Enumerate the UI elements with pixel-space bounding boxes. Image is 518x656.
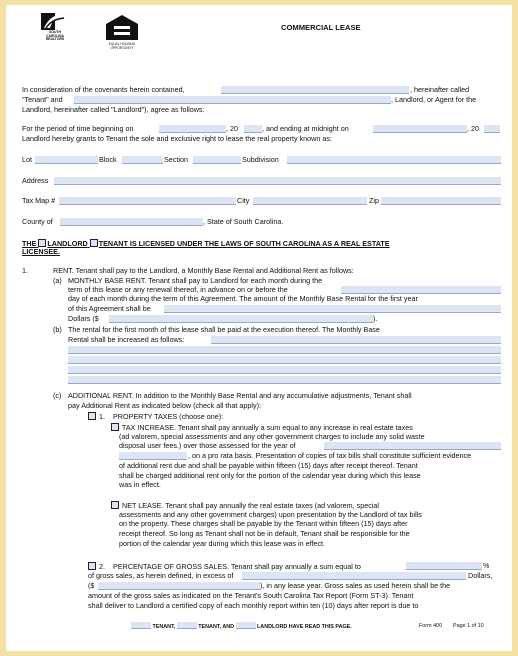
city-label: City <box>237 196 250 205</box>
logo-eho-line: OPPORTUNITY <box>110 45 134 50</box>
end-date-field[interactable] <box>373 125 467 133</box>
block-label: Block <box>99 155 117 164</box>
end-year-field[interactable] <box>484 125 500 133</box>
rent-a-line-2: term of this lease or any renewal thereof, in advance on or before the <box>68 285 288 294</box>
tax-increase-line-4: , on a pro rata basis. Presentation of copies of tax bills shall constitute sufficient evidence <box>188 451 472 460</box>
form-number: Form 400 <box>419 623 443 629</box>
start-year-field[interactable] <box>244 125 262 133</box>
section-field[interactable] <box>193 156 241 164</box>
base-rent-amount-field[interactable] <box>109 315 373 323</box>
footer-tenant-2: TENANT, AND <box>198 624 235 630</box>
taxmap-field[interactable] <box>59 197 236 205</box>
net-lease-line-1 <box>111 501 379 510</box>
period-line-1a: For the period of time beginning on <box>22 124 134 133</box>
section-label: Section <box>164 155 188 164</box>
period-line-1c: , and ending at midnight on <box>262 124 349 133</box>
rent-c-line-2: pay Additional Rent as indicated below (check all that apply): <box>68 401 261 410</box>
address-label: Address <box>22 176 49 185</box>
gross-percent-sign: % <box>483 561 490 570</box>
property-taxes-heading: PROPERTY TAXES (choose one): <box>113 412 224 421</box>
rent-a-line-1: MONTHLY BASE RENT. Tenant shall pay to Landlord for each month during the <box>68 276 323 285</box>
tax-base-year-field[interactable] <box>324 442 501 450</box>
rent-c-label: (c) <box>53 391 62 400</box>
property-taxes-row <box>88 412 223 421</box>
tenant-initials-1-field[interactable] <box>131 622 151 629</box>
intro-line-1a: In consideration of the covenants herein contained, <box>22 85 185 94</box>
rent-b-line-1: The rental for the first month of this lease shall be paid at the execution thereof. The Monthly Base <box>68 325 380 334</box>
property-taxes-checkbox[interactable] <box>88 412 96 420</box>
gross-sales-line-2b: Dollars, <box>468 571 493 580</box>
taxmap-label: Tax Map # <box>22 196 56 205</box>
document-title: COMMERCIAL LEASE <box>281 23 361 32</box>
initials-footer <box>131 622 352 631</box>
equal-housing-logo <box>102 14 142 52</box>
logo-sc-line: CAROLINA <box>46 33 64 38</box>
rent-a-line-5a: Dollars ($ <box>68 314 99 323</box>
start-date-field[interactable] <box>159 125 226 133</box>
gross-threshold-words-field[interactable] <box>242 572 466 580</box>
gross-sales-line-5: shall deliver to Landlord a certified copy of each monthly report within ten (10) days after report is due to <box>88 601 419 610</box>
rent-a-line-4: of this Agreement shall be <box>68 304 151 313</box>
gross-sales-heading: PERCENTAGE OF GROSS SALES. Tenant shall pay annually a sum equal to <box>113 562 361 571</box>
gross-sales-line-4: amount of the gross sales as indicated on the Tenant's South Carolina Tax Report (Form ST-3). Tenant <box>88 591 414 600</box>
landlord-name-field[interactable] <box>74 96 391 104</box>
net-lease-line-2: assessments and any other government charges) upon presentation by the Landlord of tax bills <box>119 510 422 519</box>
logo-eho-line: EQUAL HOUSING <box>108 42 136 46</box>
lot-label: Lot <box>22 155 32 164</box>
sc-realtors-logo <box>40 11 70 51</box>
zip-field[interactable] <box>381 197 501 205</box>
rent-b-label: (b) <box>53 325 62 334</box>
rent-c-line-1: ADDITIONAL RENT. In addition to the Monthly Base Rental and any accumulative adjustments, Tenant shall <box>68 391 412 400</box>
gross-sales-line-3a: ($ <box>88 581 95 590</box>
state-text: , State of South Carolina. <box>203 217 284 226</box>
county-label: County of <box>22 217 53 226</box>
gross-sales-line-2a: of gross sales, as herein defined, in excess of <box>88 571 234 580</box>
net-lease-checkbox[interactable] <box>111 501 119 509</box>
landlord-initials-field[interactable] <box>236 622 256 629</box>
tax-increase-line-7: was in effect. <box>119 480 161 489</box>
tenant-name-field[interactable] <box>221 86 409 94</box>
tax-increase-line-2: (ad valorem, special assessments and any other government charges to include any solid waste <box>119 432 425 441</box>
landlord-licensed-checkbox[interactable] <box>38 239 46 247</box>
zip-label: Zip <box>369 196 379 205</box>
tax-increase-checkbox[interactable] <box>111 423 119 431</box>
rent-increase-field-3[interactable] <box>68 356 501 364</box>
period-line-1b: , 20 <box>226 124 238 133</box>
tax-increase-line-5: of additional rent due and shall be payable within fifteen (15) days after receipt thereof. Tenant <box>119 461 418 470</box>
rent-increase-field-4[interactable] <box>68 366 501 374</box>
net-lease-line-4: receipt thereof. So long as Tenant shall not be in default, Tenant shall be responsible for the <box>119 529 410 538</box>
gross-sales-line-1 <box>88 562 361 571</box>
lease-page <box>6 5 512 651</box>
subdivision-label: Subdivision <box>242 155 279 164</box>
intro-line-2b: , Landlord, or Agent for the <box>391 95 477 104</box>
intro-line-2a: "Tenant" and <box>22 95 63 104</box>
tax-increase-line-6: shall be charged additional rent only for the portion of the calendar year during which this lease <box>119 471 421 480</box>
tax-increase-text: TAX INCREASE. Tenant shall pay annually a sum equal to any increase in real estate taxes <box>121 423 413 432</box>
rent-b-line-2: Rental shall be increased as follows: <box>68 335 185 344</box>
license-landlord: LANDLORD <box>47 239 88 248</box>
property-taxes-number: 1. <box>99 412 105 421</box>
page-number: Page 1 of 10 <box>453 623 484 629</box>
net-lease-text: NET LEASE. Tenant shall pay annually the real estate taxes (ad valorem, special <box>122 501 380 510</box>
city-field[interactable] <box>253 197 367 205</box>
rent-increase-field-2[interactable] <box>68 346 501 354</box>
license-line-2: LICENSEE. <box>22 247 60 256</box>
tenant-licensed-checkbox[interactable] <box>90 239 98 247</box>
tax-increase-line-1 <box>111 423 413 432</box>
net-lease-line-5: portion of the calendar year during which this lease was in effect. <box>119 539 326 548</box>
rent-a-line-5b: ). <box>373 314 378 323</box>
block-field[interactable] <box>122 156 163 164</box>
rent-number: 1. <box>22 266 28 275</box>
period-line-2: Landlord hereby grants to Tenant the sole and exclusive right to lease the real property known as: <box>22 134 332 143</box>
period-line-1d: , 20 <box>467 124 479 133</box>
tax-increase-line-3: disposal user fees.) over those assessed for the year of <box>119 441 296 450</box>
gross-sales-number: 2. <box>99 562 105 571</box>
gross-percent-field[interactable] <box>406 562 482 570</box>
rent-a-line-3: day of each month during the term of this Agreement. The amount of the Monthly Base Rental for the first year <box>68 294 418 303</box>
intro-line-1b: , hereinafter called <box>410 85 470 94</box>
license-the: THE <box>22 239 37 248</box>
address-field[interactable] <box>54 177 501 185</box>
logo-sc-line: SOUTH <box>49 30 61 34</box>
footer-tenant-1: TENANT, <box>152 624 176 630</box>
county-field[interactable] <box>60 218 203 226</box>
base-rent-words-field[interactable] <box>164 305 501 313</box>
lot-field[interactable] <box>35 156 98 164</box>
gross-sales-line-3b: ), in any lease year. Gross sales as used herein shall be the <box>260 581 451 590</box>
house-icon <box>102 14 142 42</box>
gross-sales-checkbox[interactable] <box>88 562 96 570</box>
gross-threshold-amount-field[interactable] <box>98 582 260 590</box>
net-lease-line-3: on the property. These charges shall be payable by the Tenant within fifteen (15) days after <box>119 519 408 528</box>
due-day-field[interactable] <box>341 286 501 294</box>
tenant-initials-2-field[interactable] <box>177 622 197 629</box>
tax-year-field-2[interactable] <box>119 452 187 460</box>
logo-sc-line: REALTORS <box>45 37 65 42</box>
rent-increase-field-5[interactable] <box>68 376 501 384</box>
subdivision-field[interactable] <box>287 156 501 164</box>
rent-heading: RENT. Tenant shall pay to the Landlord, a Monthly Base Rental and Additional Rent as follows: <box>53 266 354 275</box>
rent-a-label: (a) <box>53 276 62 285</box>
license-text: TENANT IS LICENSED UNDER THE LAWS OF SOUTH CAROLINA AS A REAL ESTATE <box>98 239 390 248</box>
intro-line-3: Landlord, hereinafter called "Landlord"), agree as follows: <box>22 105 205 114</box>
rent-increase-field-1[interactable] <box>211 336 501 344</box>
license-line-1 <box>22 239 390 248</box>
footer-landlord: LANDLORD HAVE READ THIS PAGE. <box>257 624 352 630</box>
